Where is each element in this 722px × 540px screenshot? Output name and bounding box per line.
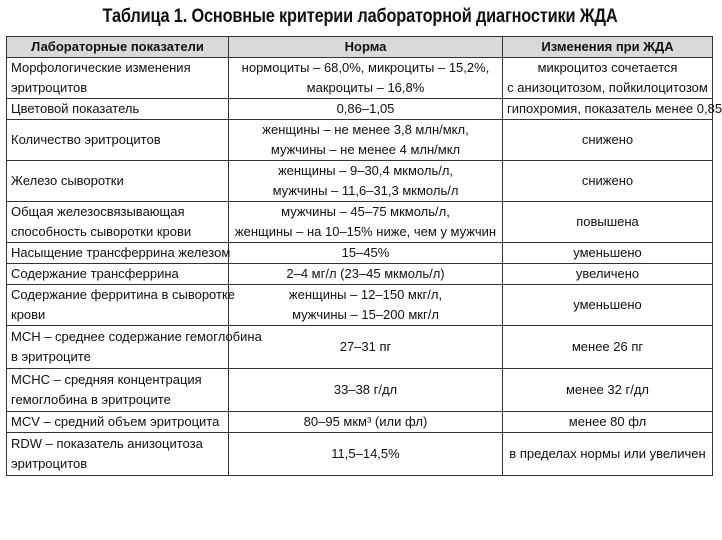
cell-line: уменьшено: [573, 297, 642, 312]
cell-change: [503, 433, 713, 476]
table-row: [7, 202, 713, 243]
cell-change: [503, 326, 713, 369]
cell-indicator: [7, 202, 229, 243]
cell-line: менее 80 фл: [568, 414, 647, 429]
cell-indicator: [7, 99, 229, 120]
cell-line: Насыщение трансферрина железом: [11, 245, 231, 260]
table-row: [7, 120, 713, 161]
cell-norm: [229, 285, 503, 326]
cell-line: женщины – 12–150 мкг/л,: [288, 287, 443, 302]
cell-line: Железо сыворотки: [11, 173, 124, 188]
cell-norm: [229, 243, 503, 264]
cell-norm: [229, 99, 503, 120]
cell-line: RDW – показатель анизоцитоза: [11, 436, 203, 451]
cell-line: Содержание трансферрина: [11, 266, 179, 281]
cell-line: женщины – не менее 3,8 млн/мкл,: [262, 122, 469, 137]
cell-norm: [229, 161, 503, 202]
cell-line: гемоглобина в эритроците: [11, 392, 171, 407]
table-row: [7, 58, 713, 99]
cell-change: [503, 58, 713, 99]
cell-line: женщины – на 10–15% ниже, чем у мужчин: [234, 224, 497, 239]
cell-line: уменьшено: [573, 245, 642, 260]
cell-indicator: [7, 285, 236, 326]
cell-change: [503, 243, 713, 264]
cell-norm: [229, 326, 503, 369]
cell-line: нормоциты – 68,0%, микроциты – 15,2%,: [241, 60, 490, 75]
cell-line: снижено: [581, 173, 634, 188]
cell-line: 2–4 мг/л (23–45 мкмоль/л): [286, 266, 445, 281]
cell-line: микроцитоз сочетается: [537, 60, 678, 75]
cell-line: мужчины – 45–75 мкмоль/л,: [281, 204, 450, 219]
cell-change: [503, 120, 713, 161]
table-row: [7, 264, 713, 285]
cell-change: [503, 161, 713, 202]
cell-line: 27–31 пг: [339, 339, 392, 354]
cell-line: увеличено: [575, 266, 640, 281]
cell-change: [503, 285, 713, 326]
cell-line: в эритроците: [11, 349, 91, 364]
cell-indicator: [7, 58, 229, 99]
cell-norm: [229, 58, 503, 99]
cell-line: с анизоцитозом, пойкилоцитозом: [507, 80, 708, 95]
cell-line: Количество эритроцитов: [11, 132, 161, 147]
cell-norm: [229, 264, 503, 285]
cell-line: 15–45%: [341, 245, 390, 260]
cell-line: 0,86–1,05: [336, 101, 395, 116]
cell-line: 33–38 г/дл: [333, 382, 398, 397]
header-row: [7, 37, 713, 58]
cell-indicator: [7, 264, 229, 285]
cell-line: менее 26 пг: [571, 339, 644, 354]
table-row: [7, 161, 713, 202]
table-title: Таблица 1. Основные критерии лабораторной диагностики ЖДА: [102, 6, 618, 27]
table-row: [7, 99, 713, 120]
cell-line: способность сыворотки крови: [11, 224, 192, 239]
cell-line: гипохромия, показатель менее 0,85: [507, 101, 722, 116]
table-body: [7, 58, 722, 476]
cell-indicator: [7, 326, 262, 369]
table-row: [7, 433, 713, 476]
diagnostics-table: [6, 36, 722, 476]
cell-norm: [229, 433, 503, 476]
cell-line: 80–95 мкм³ (или фл): [303, 414, 428, 429]
cell-line: мужчины – 15–200 мкг/л: [292, 307, 439, 322]
table-row: [7, 369, 713, 412]
cell-line: Общая железосвязывающая: [11, 204, 185, 219]
cell-line: эритроцитов: [11, 80, 88, 95]
cell-norm: [229, 202, 503, 243]
cell-norm: [229, 369, 503, 412]
cell-line: в пределах нормы или увеличен: [509, 446, 706, 461]
table-row: [7, 326, 713, 369]
cell-change: [503, 202, 713, 243]
cell-indicator: [7, 433, 229, 476]
cell-line: MCV – средний объем эритроцита: [11, 414, 220, 429]
cell-line: макроциты – 16,8%: [306, 80, 425, 95]
cell-change: [503, 412, 713, 433]
cell-line: повышена: [576, 214, 639, 229]
cell-indicator: [7, 243, 229, 264]
table-row: [7, 243, 713, 264]
header-indicator: Лабораторные показатели: [7, 37, 229, 58]
cell-norm: [229, 120, 503, 161]
cell-line: менее 32 г/дл: [565, 382, 649, 397]
cell-indicator: [7, 120, 229, 161]
cell-line: мужчины – не менее 4 млн/мкл: [270, 142, 461, 157]
cell-change: [503, 369, 713, 412]
cell-line: 11,5–14,5%: [331, 446, 400, 461]
cell-line: эритроцитов: [11, 456, 88, 471]
cell-indicator: [7, 161, 229, 202]
cell-line: MCH – среднее содержание гемоглобина: [11, 329, 262, 344]
cell-line: снижено: [581, 132, 634, 147]
cell-line: мужчины – 11,6–31,3 мкмоль/л: [272, 183, 459, 198]
cell-change: [503, 264, 713, 285]
header-norm: Норма: [229, 37, 503, 58]
cell-line: Морфологические изменения: [11, 60, 191, 75]
cell-line: Цветовой показатель: [11, 101, 140, 116]
cell-line: Содержание ферритина в сыворотке: [11, 287, 236, 302]
cell-line: женщины – 9–30,4 мкмоль/л,: [277, 163, 454, 178]
cell-change: [503, 99, 722, 120]
table-row: [7, 285, 713, 326]
cell-norm: [229, 412, 503, 433]
cell-indicator: [7, 412, 229, 433]
cell-line: крови: [11, 307, 46, 322]
cell-line: MCHC – средняя концентрация: [11, 372, 202, 387]
header-change: Изменения при ЖДА: [503, 37, 713, 58]
cell-indicator: [7, 369, 229, 412]
table-row: [7, 412, 713, 433]
